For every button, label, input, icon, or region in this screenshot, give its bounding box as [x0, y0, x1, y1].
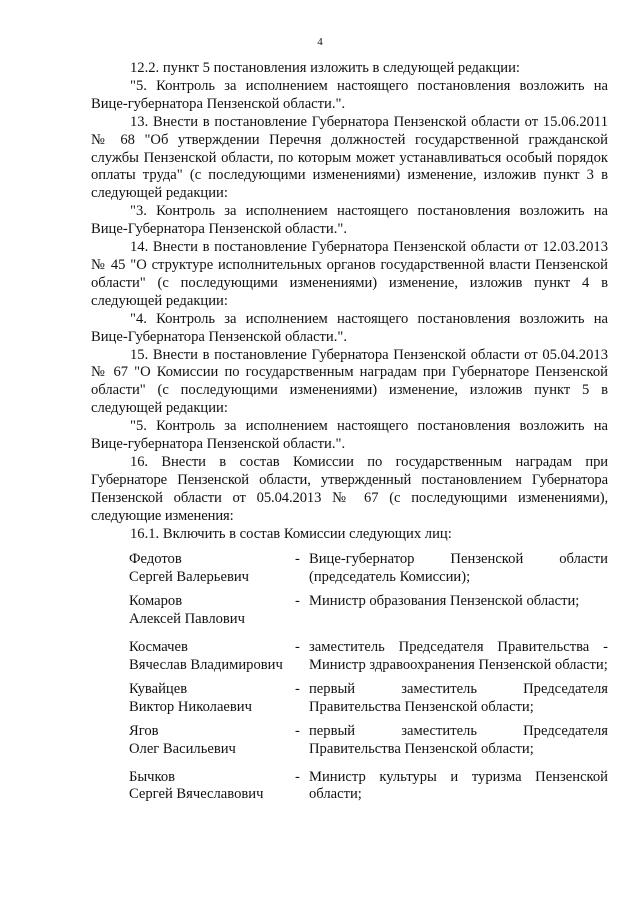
paragraph-15: 15. Внести в постановление Губернатора Пензенской области от 05.04.2013 № 67 "О Комиссии по государственным наградам при Губернаторе Пензенской области" (с последующими изменениями) изменение, изложив пункт 5 в следующей редакции: — [91, 346, 608, 417]
member-row — [129, 681, 608, 717]
member-role: заместитель Председателя Правительства - Министр здравоохранения Пензенской области; — [309, 639, 608, 673]
member-name — [129, 769, 295, 805]
member-role: Министр образования Пензенской области; — [309, 593, 580, 610]
paragraph-13: 13. Внести в постановление Губернатора Пензенской области от 15.06.2011 № 68 "Об утверждении Перечня должностей государственной гражданской службы Пензенской области, по которым может устанавливаться особый порядок оплаты труда" (с последующими изменениями) изменение, изложив пункт 3 в следующей редакции: — [91, 113, 608, 202]
member-row — [129, 769, 608, 805]
member-surname: Комаров — [129, 593, 183, 610]
member-dash: - — [295, 639, 300, 656]
member-given-names: Сергей Вячеславович — [129, 786, 264, 803]
member-name — [129, 639, 295, 675]
commission-members-list — [129, 551, 608, 804]
member-surname: Федотов — [129, 551, 182, 568]
member-given-names: Вячеслав Владимирович — [129, 657, 283, 673]
member-dash: - — [295, 722, 300, 739]
member-surname: Ягов — [129, 722, 159, 739]
member-name — [129, 681, 295, 717]
member-surname: Бычков — [129, 768, 176, 785]
paragraph-14: 14. Внести в постановление Губернатора Пензенской области от 12.03.2013 № 45 "О структуре исполнительных органов государственной власти Пензенской области" (с последующими изменениями) изменение, изложив пункт 4 в следующей редакции: — [91, 239, 608, 309]
member-dash: - — [295, 551, 300, 568]
member-role: первый заместитель Председателя Правительства Пензенской области; — [309, 680, 608, 715]
member-given-names: Сергей Валерьевич — [129, 569, 249, 586]
paragraph-12-2: 12.2. пункт 5 постановления изложить в следующей редакции: — [130, 60, 520, 76]
member-name — [129, 723, 295, 759]
paragraph-12-2-text: "5. Контроль за исполнением настоящего постановления возложить на Вице-губернатора Пензенской области.". — [91, 77, 608, 112]
member-surname: Космачев — [129, 639, 188, 656]
member-row — [129, 723, 608, 759]
member-role: первый заместитель Председателя Правительства Пензенской области; — [309, 722, 608, 757]
paragraph-16-1: 16.1. Включить в состав Комиссии следующих лиц: — [130, 525, 452, 542]
member-role: Министр культуры и туризма Пензенской области; — [309, 768, 608, 803]
paragraph-15-text: "5. Контроль за исполнением настоящего постановления возложить на Вице-губернатора Пензенской области.". — [91, 418, 608, 453]
paragraph-13-text: "3. Контроль за исполнением настоящего постановления возложить на Вице-Губернатора Пензенской области.". — [91, 203, 608, 238]
page-number: 4 — [317, 36, 323, 48]
member-row — [129, 639, 608, 675]
member-given-names: Олег Васильевич — [129, 740, 236, 757]
member-dash: - — [295, 593, 300, 610]
member-row — [129, 551, 608, 587]
paragraph-14-text: "4. Контроль за исполнением настоящего постановления возложить на Вице-Губернатора Пензенской области.". — [91, 310, 608, 345]
member-name — [129, 593, 295, 629]
member-dash: - — [295, 768, 300, 785]
member-given-names: Алексей Павлович — [129, 611, 245, 628]
document-body — [91, 60, 608, 810]
member-given-names: Виктор Николаевич — [129, 698, 252, 715]
member-name — [129, 551, 295, 587]
member-surname: Кувайцев — [129, 680, 188, 697]
paragraph-16: 16. Внести в состав Комиссии по государственным наградам при Губернаторе Пензенской области, утвержденный постановлением Губернатора Пензенской области от 05.04.2013 № 67 (с последующими изменениями), следующие изменения: — [91, 453, 608, 524]
member-role: Вице-губернатор Пензенской области (председатель Комиссии); — [309, 551, 608, 586]
member-row — [129, 593, 608, 629]
member-dash: - — [295, 680, 300, 697]
